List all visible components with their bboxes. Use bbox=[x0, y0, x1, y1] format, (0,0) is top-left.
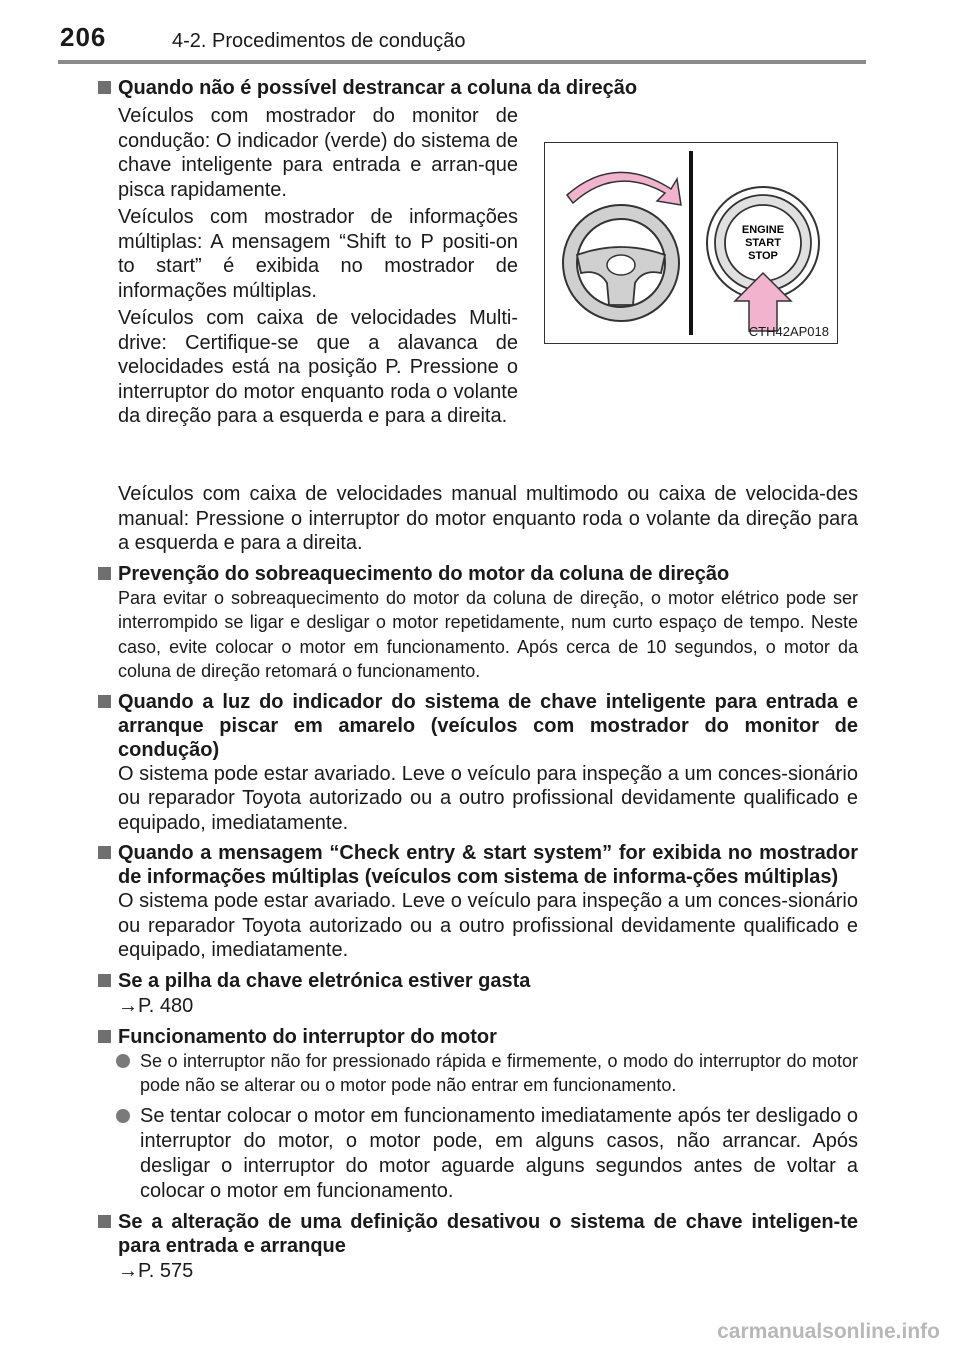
paragraph: O sistema pode estar avariado. Leve o veículo para inspeção a um conces-sionário ou reparador Toyota autorizado ou a outro profissional devidamente qualificado e equipado, imediatamente. bbox=[118, 890, 858, 961]
square-bullet-icon bbox=[98, 1215, 111, 1228]
figure-illustration bbox=[545, 143, 837, 343]
section-title bbox=[96, 562, 858, 586]
figure-code: CTH42AP018 bbox=[748, 324, 829, 339]
intro-block bbox=[96, 104, 858, 482]
header-rule bbox=[58, 60, 866, 64]
page-reference: →P. 480 bbox=[118, 994, 194, 1017]
section-title bbox=[96, 969, 858, 993]
button-label-line1: ENGINE bbox=[741, 224, 785, 236]
paragraph: Para evitar o sobreaquecimento do motor da coluna de direção, o motor elétrico pode ser interrompido se ligar e desligar o motor repetidamente, num curto espaço de tempo. Neste caso, evite colocar o motor em funcionamento. Após cerca de 10 segundos, o motor da coluna de direção retomará o funcionamento. bbox=[118, 587, 858, 681]
square-bullet-icon bbox=[98, 81, 111, 94]
page-content bbox=[96, 76, 858, 1284]
list-item bbox=[96, 1104, 858, 1204]
paragraph: Veículos com caixa de velocidades manual multimodo ou caixa de velocida-des manual: Pressione o interruptor do motor enquanto roda o volante da direção para a esquerda e para a direita. bbox=[118, 483, 858, 554]
section-title-text: Quando a mensagem “Check entry & start system” for exibida no mostrador de informações múltiplas (veículos com sistema de informa-ções múltiplas) bbox=[118, 842, 858, 888]
section-title-text: Se a alteração de uma definição desativou o sistema de chave inteligen-te para entrada e arranque bbox=[118, 1210, 858, 1257]
steering-engine-start-figure bbox=[544, 142, 838, 344]
paragraph: Veículos com mostrador do monitor de condução: O indicador (verde) do sistema de chave inteligente para entrada e arran-que pisca rapidamente. bbox=[118, 105, 518, 201]
square-bullet-icon bbox=[98, 1030, 111, 1043]
round-bullet-icon bbox=[116, 1054, 130, 1068]
section-title-text: Quando a luz do indicador do sistema de chave inteligente para entrada e arranque piscar em amarelo (veículos com mostrador do monitor de condução) bbox=[118, 690, 858, 761]
section-title-text: Quando não é possível destrancar a coluna da direção bbox=[118, 77, 638, 99]
square-bullet-icon bbox=[98, 695, 111, 708]
list-item bbox=[96, 1049, 858, 1098]
paragraph: O sistema pode estar avariado. Leve o veículo para inspeção a um conces-sionário ou reparador Toyota autorizado ou a outro profissional devidamente qualificado e equipado, imediatamente. bbox=[118, 762, 858, 834]
section-title-text: Prevenção do sobreaquecimento do motor da coluna de direção bbox=[118, 562, 730, 585]
chapter-title: 4-2. Procedimentos de condução bbox=[172, 30, 466, 52]
section-title bbox=[96, 1210, 858, 1258]
square-bullet-icon bbox=[98, 974, 111, 987]
page-header bbox=[0, 0, 960, 60]
page-number: 206 bbox=[60, 22, 107, 52]
button-label-line3: STOP bbox=[748, 250, 778, 262]
page-reference: →P. 575 bbox=[118, 1259, 194, 1282]
paragraph: Veículos com mostrador de informações múltiplas: A mensagem “Shift to P positi-on to start” é exibida no mostrador de informações múltiplas. bbox=[118, 206, 518, 302]
section-title bbox=[96, 690, 858, 762]
button-label-line2: START bbox=[745, 237, 781, 249]
square-bullet-icon bbox=[98, 567, 111, 580]
list-item-text: Se o interruptor não for pressionado rápida e firmemente, o modo do interruptor do motor pode não se alterar ou o motor pode não entrar em funcionamento. bbox=[140, 1050, 858, 1095]
paragraph: Veículos com caixa de velocidades Multi-drive: Certifique-se que a alavanca de velocidades está na posição P. Pressione o interruptor do motor enquanto roda o volante da direção para a esquerda e para a direita. bbox=[118, 307, 518, 427]
steering-wheel-icon bbox=[563, 205, 679, 321]
section-title bbox=[96, 841, 858, 889]
section-title bbox=[96, 1025, 858, 1049]
rotation-arrow-icon bbox=[567, 172, 681, 205]
section-title-text: Se a pilha da chave eletrónica estiver gasta bbox=[118, 969, 531, 992]
square-bullet-icon bbox=[98, 846, 111, 859]
list-item-text: Se tentar colocar o motor em funcionamento imediatamente após ter desligado o interruptor do motor, o motor pode, em alguns casos, não arrancar. Após desligar o interruptor do motor aguarde alguns segundos antes de voltar a colocar o motor em funcionamento. bbox=[140, 1104, 858, 1202]
section-title bbox=[96, 76, 858, 100]
intro-text bbox=[118, 104, 518, 432]
round-bullet-icon bbox=[116, 1109, 130, 1123]
watermark: carmanualsonline.info bbox=[717, 1320, 940, 1343]
section-title-text: Funcionamento do interruptor do motor bbox=[118, 1025, 497, 1048]
